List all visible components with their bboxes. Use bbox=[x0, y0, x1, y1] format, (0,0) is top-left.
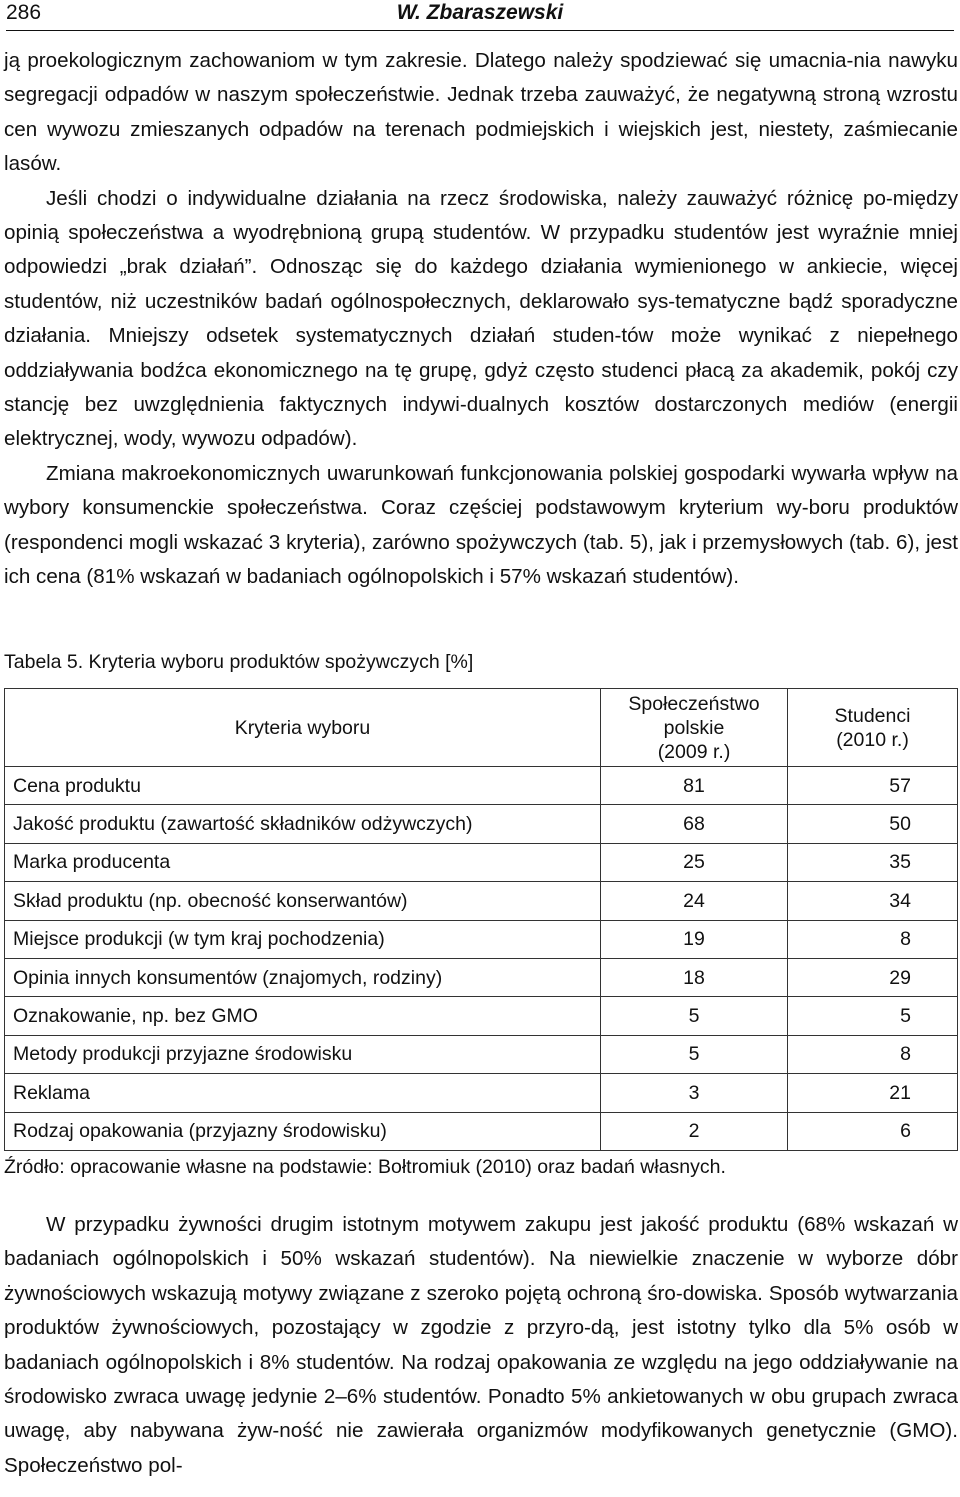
society-value-cell: 5 bbox=[601, 997, 788, 1035]
society-value-cell: 24 bbox=[601, 882, 788, 920]
criterion-cell: Oznakowanie, np. bez GMO bbox=[5, 997, 601, 1035]
table-row bbox=[5, 1074, 958, 1112]
paragraph: Jeśli chodzi o indywidualne działania na rzecz środowiska, należy zauważyć różnicę po-między opinią społeczeństwa a wyodrębnioną grupą studentów. W przypadku studentów jest wyraźnie mniej odpowiedzi „brak działań”. Odnosząc się do każdego działania wymienionego w ankiecie, więcej studentów, niż uczestników badań ogólnospołecznych, deklarowało sys-tematyczne bądź sporadyczne działania. Mniejszy odsetek systematycznych działań studen-tów może wynikać z niepełnego oddziaływania bodźca ekonomicznego na tę grupę, gdyż często studenci płacą za akademik, pokój czy stancję bez uwzględnienia faktycznych indywi-dualnych kosztów dostarczonych mediów (energii elektrycznej, wody, wywozu odpadów). bbox=[4, 186, 958, 451]
table-row bbox=[5, 958, 958, 996]
students-value-cell: 8 bbox=[788, 920, 958, 958]
column-header-students-line: Studenci bbox=[834, 704, 911, 727]
students-value-cell: 34 bbox=[788, 882, 958, 920]
criteria-table bbox=[4, 688, 958, 1151]
column-header-students bbox=[788, 689, 958, 767]
table-row bbox=[5, 1112, 958, 1150]
running-header bbox=[6, 0, 954, 31]
paragraph: Zmiana makroekonomicznych uwarunkowań funkcjonowania polskiej gospodarki wywarła wpływ na wybory konsumenckie społeczeństwa. Coraz częściej podstawowym kryterium wy-boru produktów (respondenci mogli wskazać 3 kryteria), zarówno spożywczych (tab. 5), jak i przemysłowych (tab. 6), jest ich cena (81% wskazań w badaniach ogólnopolskich i 57% wskazań studentów). bbox=[4, 461, 958, 589]
society-value-cell: 68 bbox=[601, 805, 788, 843]
students-value-cell: 35 bbox=[788, 843, 958, 881]
society-value-cell: 3 bbox=[601, 1074, 788, 1112]
criterion-cell: Miejsce produkcji (w tym kraj pochodzenia) bbox=[5, 920, 601, 958]
society-value-cell: 81 bbox=[601, 767, 788, 805]
table-row bbox=[5, 843, 958, 881]
table-row bbox=[5, 805, 958, 843]
students-value-cell: 5 bbox=[788, 997, 958, 1035]
criterion-cell: Reklama bbox=[5, 1074, 601, 1112]
page-number: 286 bbox=[6, 1, 42, 24]
table-caption: Tabela 5. Kryteria wyboru produktów spożywczych [%] bbox=[4, 651, 474, 673]
paragraph: ją proekologicznym zachowaniom w tym zakresie. Dlatego należy spodziewać się umacnia-nia nawyku segregacji odpadów w naszym społeczeństwie. Jednak trzeba zauważyć, że negatywną stroną wzrostu cen wywozu zmieszanych odpadów na terenach podmiejskich i wiejskich jest, niestety, zaśmiecanie lasów. bbox=[4, 49, 958, 176]
society-value-cell: 18 bbox=[601, 958, 788, 996]
society-value-cell: 2 bbox=[601, 1112, 788, 1150]
table-row bbox=[5, 997, 958, 1035]
students-value-cell: 8 bbox=[788, 1035, 958, 1073]
column-header-students-line: (2010 r.) bbox=[836, 728, 909, 751]
students-value-cell: 50 bbox=[788, 805, 958, 843]
intro-text bbox=[4, 44, 958, 595]
students-value-cell: 29 bbox=[788, 958, 958, 996]
table-header-row bbox=[5, 689, 958, 767]
criterion-cell: Opinia innych konsumentów (znajomych, rodziny) bbox=[5, 958, 601, 996]
society-value-cell: 5 bbox=[601, 1035, 788, 1073]
closing-text bbox=[4, 1208, 958, 1483]
students-value-cell: 6 bbox=[788, 1112, 958, 1150]
society-value-cell: 25 bbox=[601, 843, 788, 881]
running-header-author: W. Zbaraszewski bbox=[396, 1, 564, 24]
criterion-cell: Marka producenta bbox=[5, 843, 601, 881]
criterion-cell: Skład produktu (np. obecność konserwantów) bbox=[5, 882, 601, 920]
criterion-cell: Metody produkcji przyjazne środowisku bbox=[5, 1035, 601, 1073]
column-header-criteria: Kryteria wyboru bbox=[5, 689, 601, 767]
column-header-society-line: (2009 r.) bbox=[657, 740, 731, 763]
table-row bbox=[5, 1035, 958, 1073]
criterion-cell: Jakość produktu (zawartość składników odżywczych) bbox=[5, 805, 601, 843]
table-source-note: Źródło: opracowanie własne na podstawie: Bołtromiuk (2010) oraz badań własnych. bbox=[4, 1156, 726, 1178]
column-header-society bbox=[601, 689, 788, 767]
students-value-cell: 57 bbox=[788, 767, 958, 805]
table-row bbox=[5, 767, 958, 805]
column-header-society-line: Społeczeństwo bbox=[628, 692, 760, 715]
criterion-cell: Cena produktu bbox=[5, 767, 601, 805]
students-value-cell: 21 bbox=[788, 1074, 958, 1112]
criterion-cell: Rodzaj opakowania (przyjazny środowisku) bbox=[5, 1112, 601, 1150]
table-row bbox=[5, 882, 958, 920]
paragraph: W przypadku żywności drugim istotnym motywem zakupu jest jakość produktu (68% wskazań w badaniach ogólnopolskich i 50% wskazań studentów). Na niewielkie znaczenie w wyborze dóbr żywnościowych wskazują motywy związane z szeroko pojętą ochroną śro-dowiska. Sposób wytwarzania produktów żywnościowych, pozostający w zgodzie z przyro-dą, jest istotny tylko dla 5% osób w badaniach ogólnopolskich i 8% studentów. Na rodzaj opakowania ze względu na jego oddziaływanie na środowisko zwraca uwagę jedynie 2–6% studentów. Ponadto 5% ankietowanych w obu grupach zwraca uwagę, aby nabywana żyw-ność nie zawierała organizmów modyfikowanych genetycznie (GMO). Społeczeństwo pol- bbox=[4, 1213, 958, 1477]
table-row bbox=[5, 920, 958, 958]
society-value-cell: 19 bbox=[601, 920, 788, 958]
column-header-society-line: polskie bbox=[663, 716, 725, 739]
